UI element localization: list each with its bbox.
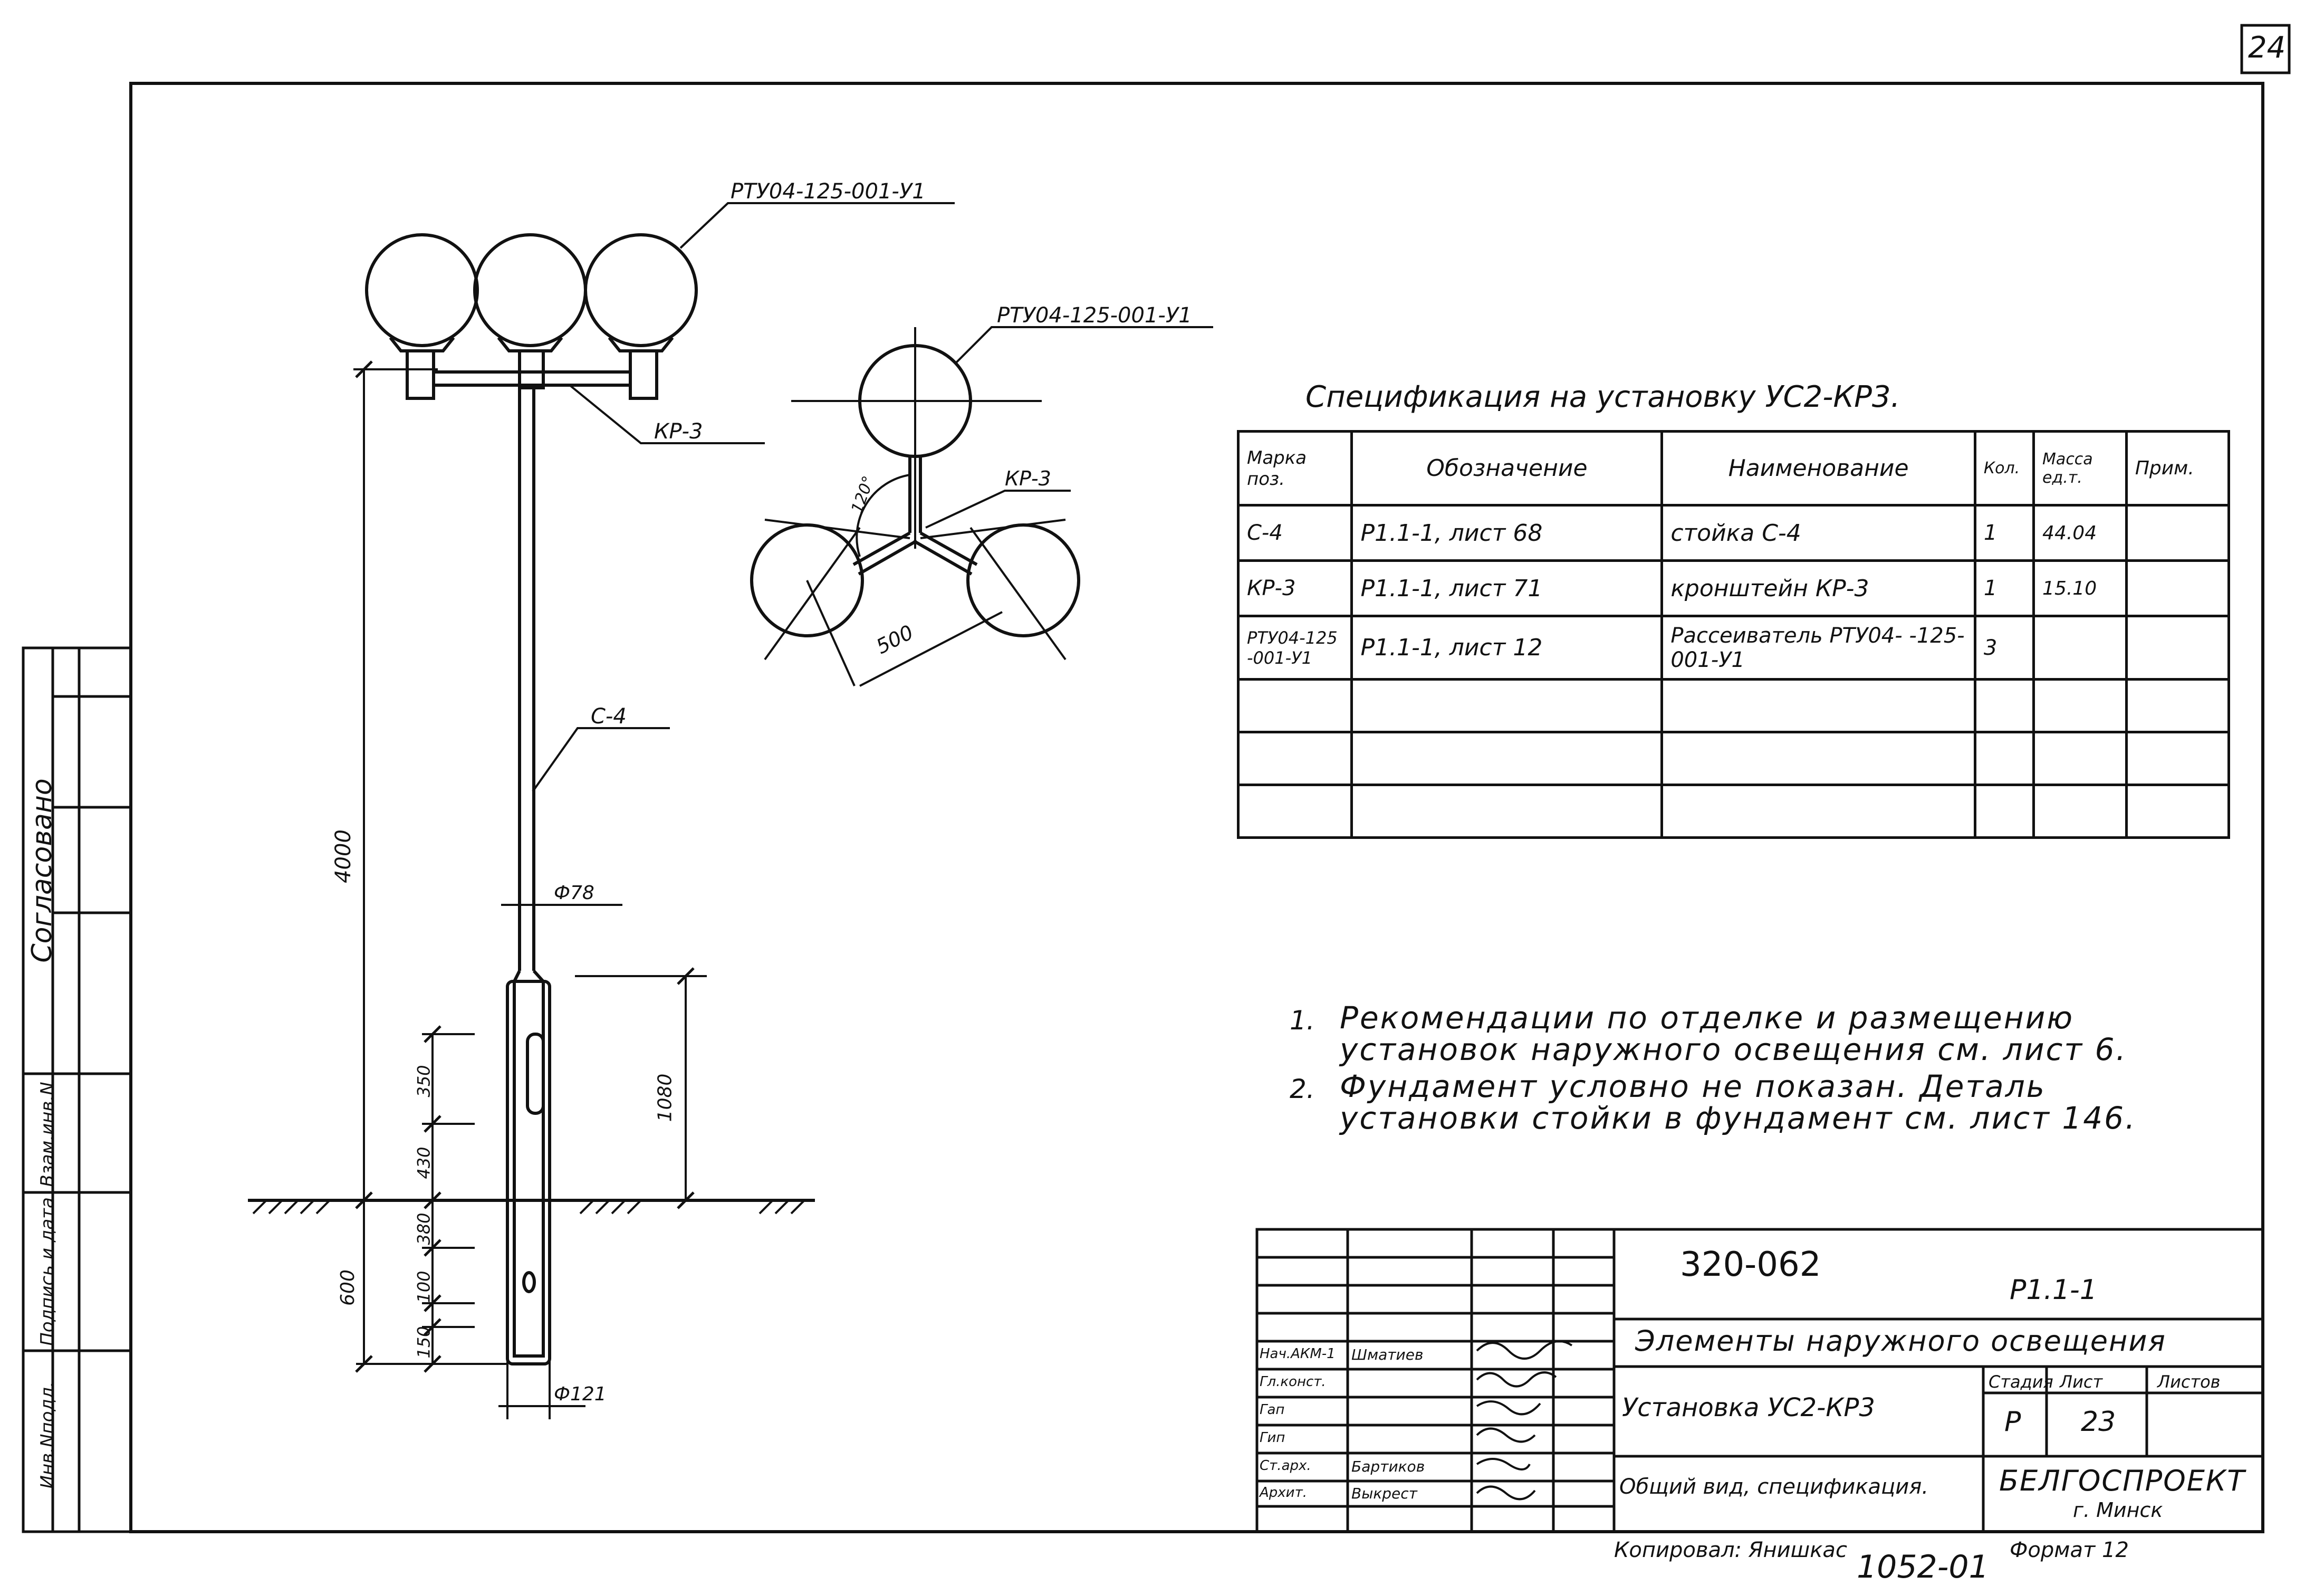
dim-100: 100 bbox=[414, 1271, 434, 1303]
spec-cell: Рассеиватель РТУ04- -125-001-У1 bbox=[1662, 616, 1975, 680]
spec-cell: С-4 bbox=[1238, 505, 1352, 561]
spec-cell bbox=[2126, 561, 2229, 616]
name-1: Шматиев bbox=[1351, 1346, 1424, 1363]
role-2: Гл.конст. bbox=[1260, 1374, 1326, 1390]
side-stamp-inv-no: Инв.Nподл. bbox=[37, 1381, 58, 1489]
spec-cell: Р1.1-1, лист 68 bbox=[1352, 505, 1662, 561]
signature-scribbles bbox=[1477, 1341, 1572, 1499]
dim-150: 150 bbox=[414, 1326, 434, 1359]
stage-label: Стадия bbox=[1989, 1372, 2053, 1392]
spec-cell: 3 bbox=[1975, 616, 2033, 680]
pipe-diameter-label: Ф78 bbox=[554, 882, 594, 904]
elevation-view bbox=[248, 235, 815, 1364]
table-row bbox=[1238, 616, 2229, 680]
elevation-stand-label: С-4 bbox=[591, 704, 627, 729]
spec-cell: стойка С-4 bbox=[1662, 505, 1975, 561]
elevation-luminaire-label: РТУ04-125-001-У1 bbox=[731, 179, 926, 204]
table-row bbox=[1238, 561, 2229, 616]
table-row bbox=[1238, 785, 2229, 838]
plan-globe-right bbox=[968, 525, 1079, 636]
plan-luminaire-label: РТУ04-125-001-У1 bbox=[997, 303, 1192, 328]
spec-cell bbox=[2126, 732, 2229, 785]
project-code: 320-062 bbox=[1680, 1245, 1821, 1284]
spec-cell bbox=[1352, 680, 1662, 732]
sheet-label: Лист bbox=[2060, 1372, 2103, 1392]
organization: БЕЛГОСПРОЕКТ bbox=[1999, 1464, 2246, 1497]
spec-cell: 1 bbox=[1975, 561, 2033, 616]
spec-cell: 1 bbox=[1975, 505, 2033, 561]
stage-value: Р bbox=[2004, 1406, 2021, 1438]
spec-cell: 44.04 bbox=[2034, 505, 2127, 561]
role-5: Ст.арх. bbox=[1260, 1458, 1311, 1474]
spec-header-name: Наименование bbox=[1662, 432, 1975, 505]
spec-cell bbox=[2034, 616, 2127, 680]
side-stamp-signature-date: Подпись и дата bbox=[37, 1197, 58, 1346]
spec-cell: РТУ04-125 -001-У1 bbox=[1238, 616, 1352, 680]
spec-header-row bbox=[1238, 432, 2229, 505]
inventory-number: 1052-01 bbox=[1857, 1549, 1989, 1586]
note-2-line-2: установки стойки в фундамент см. лист 146. bbox=[1340, 1100, 2137, 1136]
note-2-line-1: Фундамент условно не показан. Деталь bbox=[1340, 1068, 2046, 1104]
spec-cell bbox=[2126, 505, 2229, 561]
note-1-line-1: Рекомендации по отделке и размещению bbox=[1340, 1000, 2075, 1036]
elevation-bracket-label: КР-3 bbox=[654, 419, 703, 444]
spec-cell bbox=[1662, 732, 1975, 785]
base-diameter-label: Ф121 bbox=[554, 1383, 607, 1405]
dimension-lines bbox=[353, 369, 707, 1364]
spec-cell: КР-3 bbox=[1238, 561, 1352, 616]
spec-header-qty: Кол. bbox=[1975, 432, 2033, 505]
spec-header-mark: Марка поз. bbox=[1238, 432, 1352, 505]
spec-cell bbox=[2126, 785, 2229, 838]
dim-1080: 1080 bbox=[654, 1073, 676, 1122]
dim-430: 430 bbox=[414, 1147, 434, 1179]
pole-c4 bbox=[507, 388, 550, 1364]
spec-title: Спецификация на установку УС2-КР3. bbox=[1305, 380, 1900, 414]
role-1: Нач.АКМ-1 bbox=[1260, 1346, 1336, 1362]
drawing-title: Элементы наружного освещения bbox=[1635, 1324, 2166, 1358]
spec-cell bbox=[1975, 732, 2033, 785]
format-label: Формат 12 bbox=[2010, 1538, 2129, 1562]
spec-cell bbox=[1238, 680, 1352, 732]
drawing-name: Установка УС2-КР3 bbox=[1622, 1393, 1875, 1422]
plan-axes bbox=[765, 327, 1213, 686]
spec-table bbox=[1237, 430, 2230, 839]
note-2-number: 2. bbox=[1290, 1074, 1315, 1104]
name-6: Выкрест bbox=[1351, 1485, 1417, 1502]
dim-600: 600 bbox=[337, 1269, 359, 1306]
spec-cell: 15.10 bbox=[2034, 561, 2127, 616]
plan-angle: 120° bbox=[848, 473, 878, 516]
spec-cell bbox=[1975, 785, 2033, 838]
spec-header-designation: Обозначение bbox=[1352, 432, 1662, 505]
table-row bbox=[1238, 680, 2229, 732]
table-row bbox=[1238, 732, 2229, 785]
spec-cell: Р1.1-1, лист 12 bbox=[1352, 616, 1662, 680]
name-5: Бартиков bbox=[1351, 1458, 1425, 1475]
spec-cell bbox=[1352, 732, 1662, 785]
luminaire-globe-center bbox=[475, 235, 585, 346]
spec-cell bbox=[1238, 785, 1352, 838]
side-stamp-replace-inv: Взам.инв.N bbox=[37, 1082, 58, 1187]
spec-cell bbox=[1975, 680, 2033, 732]
spec-cell bbox=[1662, 785, 1975, 838]
sheet-value: 23 bbox=[2081, 1406, 2116, 1438]
spec-cell bbox=[1238, 732, 1352, 785]
copied-by: Копировал: Янишкас bbox=[1614, 1538, 1847, 1562]
plan-spacing: 500 bbox=[872, 620, 917, 659]
spec-cell bbox=[2034, 732, 2127, 785]
spec-cell bbox=[2126, 680, 2229, 732]
note-1-line-2: установок наружного освещения см. лист 6. bbox=[1340, 1032, 2127, 1067]
organization-city: г. Минск bbox=[2073, 1498, 2163, 1522]
note-1-number: 1. bbox=[1290, 1005, 1315, 1036]
luminaire-globe-left bbox=[367, 235, 477, 346]
role-6: Архит. bbox=[1260, 1485, 1307, 1501]
dim-height-4000: 4000 bbox=[331, 829, 356, 883]
side-stamp-agreed: Согласовано bbox=[26, 778, 58, 963]
dim-350: 350 bbox=[414, 1065, 434, 1097]
dimension-ticks bbox=[356, 361, 694, 1372]
sheet-number: 24 bbox=[2248, 31, 2286, 65]
sheets-label: Листов bbox=[2157, 1372, 2221, 1392]
spec-cell bbox=[2034, 785, 2127, 838]
role-4: Гип bbox=[1260, 1430, 1285, 1446]
dim-380: 380 bbox=[414, 1212, 434, 1245]
spec-header-mass: Масса ед.т. bbox=[2034, 432, 2127, 505]
spec-cell bbox=[1352, 785, 1662, 838]
ground-hatching bbox=[253, 1200, 804, 1214]
spec-cell: Р1.1-1, лист 71 bbox=[1352, 561, 1662, 616]
spec-cell: кронштейн КР-3 bbox=[1662, 561, 1975, 616]
spec-cell bbox=[2126, 616, 2229, 680]
album-code: Р1.1-1 bbox=[2010, 1274, 2097, 1306]
spec-cell bbox=[1662, 680, 1975, 732]
spec-header-note: Прим. bbox=[2126, 432, 2229, 505]
spec-cell bbox=[2034, 680, 2127, 732]
bracket-kr3 bbox=[407, 351, 657, 398]
table-row bbox=[1238, 505, 2229, 561]
role-3: Гап bbox=[1260, 1402, 1285, 1418]
sheet-subtitle: Общий вид, спецификация. bbox=[1619, 1475, 1929, 1499]
luminaire-globe-right bbox=[585, 235, 696, 346]
plan-bracket-label: КР-3 bbox=[1005, 467, 1051, 490]
